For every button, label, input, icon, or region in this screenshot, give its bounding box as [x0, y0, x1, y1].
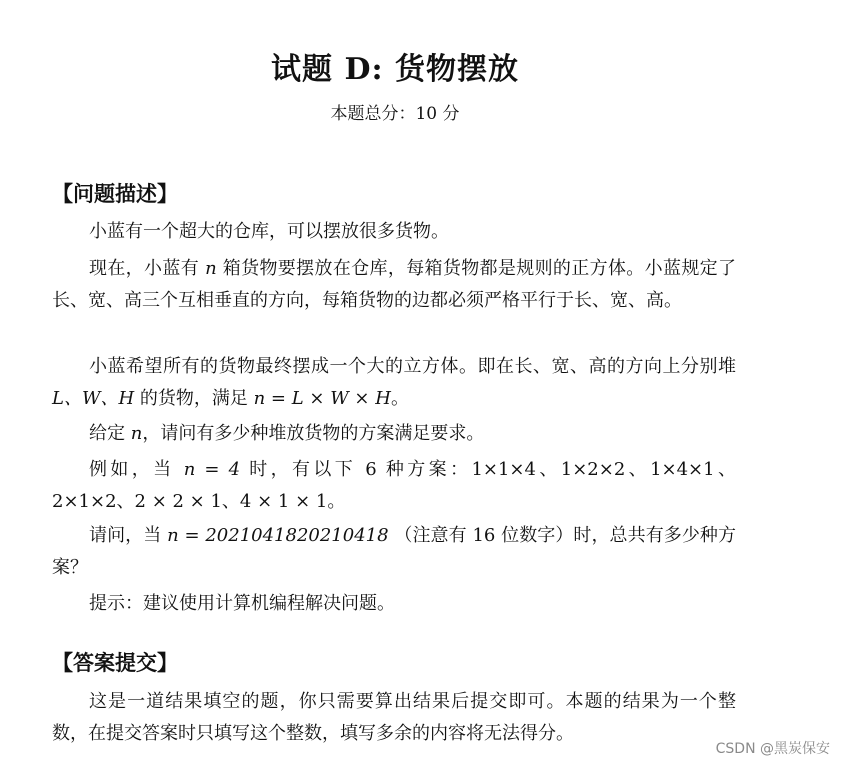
paragraph-2: 现在，小蓝有 n 箱货物要摆放在仓库，每箱货物都是规则的正方体。小蓝规定了长、宽、高三个互相垂直的方向，每箱货物的边都必须严格平行于长、宽、高。	[52, 258, 736, 311]
math-n-4: n = 4	[183, 459, 241, 480]
var-n: n	[205, 258, 217, 279]
math-n-value: n = 2021041820210418	[167, 525, 389, 546]
total-score: 本题总分：10 分	[330, 104, 460, 124]
answer-submission-heading: 【答案提交】	[52, 651, 178, 675]
dims-lwh: L、W、H	[52, 388, 135, 409]
var-n-2: n	[130, 423, 143, 444]
paragraph-6: 请问，当 n = 2021041820210418 （注意有 16 位数字）时，总共有多少种方案？	[52, 525, 736, 578]
paragraph-3: 小蓝希望所有的货物最终摆成一个大的立方体。即在长、宽、高的方向上分别堆 L、W、H 的货物，满足 n = L × W × H。	[52, 356, 736, 409]
formula-n-lwh: n = L × W × H	[253, 388, 391, 409]
paragraph-5: 例如，当 n = 4 时，有以下 6 种方案：1×1×4、1×2×2、1×4×1、2×1×2、2 × 2 × 1、4 × 1 × 1。	[52, 459, 736, 512]
problem-title: 试题 D: 货物摆放	[271, 52, 519, 87]
csdn-watermark: CSDN @黑炭保安	[715, 741, 830, 757]
problem-description-heading: 【问题描述】	[52, 182, 178, 206]
answer-paragraph: 这是一道结果填空的题，你只需要算出结果后提交即可。本题的结果为一个整数，在提交答案时只填写这个整数，填写多余的内容将无法得分。	[52, 691, 736, 744]
paragraph-7-hint: 提示：建议使用计算机编程解决问题。	[89, 593, 395, 614]
paragraph-1: 小蓝有一个超大的仓库，可以摆放很多货物。	[89, 221, 449, 242]
paragraph-4: 给定 n，请问有多少种堆放货物的方案满足要求。	[89, 423, 485, 444]
